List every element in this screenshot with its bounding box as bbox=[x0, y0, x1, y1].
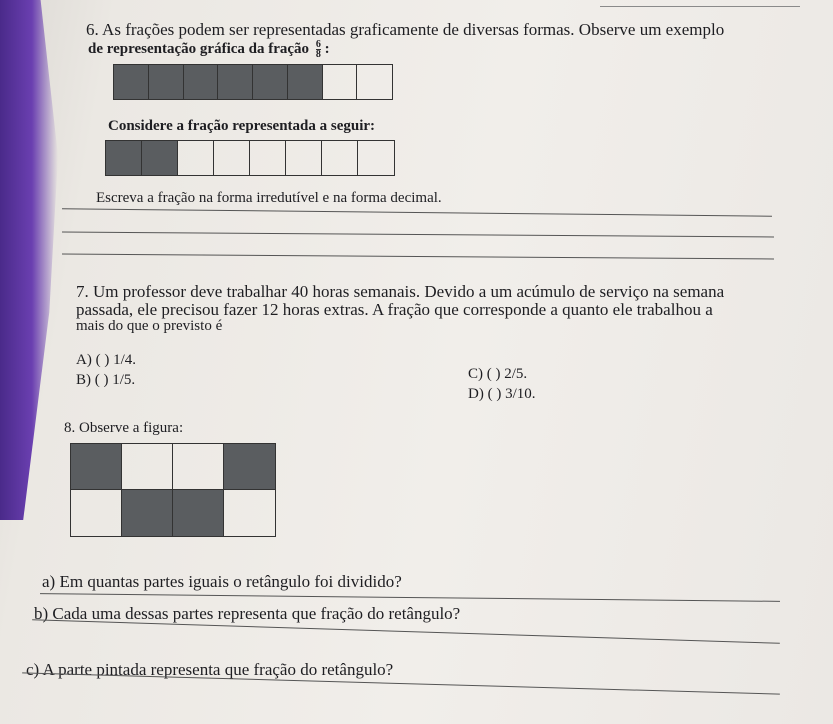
grid-cell-shaded bbox=[149, 65, 184, 99]
grid-cell-shaded bbox=[218, 65, 253, 99]
grid-cell bbox=[286, 141, 322, 175]
q6-write-instruction: Escreva a fração na forma irredutível e na forma decimal. bbox=[96, 190, 442, 206]
grid-cell-shaded bbox=[253, 65, 288, 99]
q7-option-b[interactable]: B) ( ) 1/5. bbox=[76, 372, 136, 388]
q6-fraction-denominator: 8 bbox=[315, 49, 321, 60]
grid-cell bbox=[358, 141, 394, 175]
q6-line2 bbox=[88, 40, 330, 59]
q8-title: 8. Observe a figura: bbox=[64, 420, 184, 436]
q8-figure bbox=[70, 443, 276, 537]
q7-line1: 7. Um professor deve trabalhar 40 horas semanais. Devido a um acúmulo de serviço na semana bbox=[76, 282, 725, 301]
q6-colon: : bbox=[324, 40, 330, 57]
q7-option-c[interactable]: C) ( ) 2/5. bbox=[468, 366, 528, 382]
grid-cell-shaded bbox=[184, 65, 219, 99]
grid-cell bbox=[323, 65, 358, 99]
grid-cell-shaded bbox=[106, 141, 142, 175]
example-fraction-grid bbox=[113, 64, 393, 100]
grid-cell bbox=[357, 65, 392, 99]
q7-option-a[interactable]: A) ( ) 1/4. bbox=[76, 352, 136, 368]
q6-fraction-numerator: 6 bbox=[315, 39, 321, 50]
grid-cell bbox=[214, 141, 250, 175]
consider-fraction-grid bbox=[105, 140, 395, 176]
grid-cell-shaded bbox=[114, 65, 149, 99]
figure-cell bbox=[224, 490, 275, 536]
figure-cell-shaded bbox=[173, 490, 224, 536]
figure-cell-shaded bbox=[71, 444, 122, 490]
figure-cell bbox=[122, 444, 173, 490]
figure-cell-shaded bbox=[122, 490, 173, 536]
figure-cell bbox=[71, 490, 122, 536]
grid-cell-shaded bbox=[142, 141, 178, 175]
top-rule bbox=[600, 6, 800, 7]
q8-question-b: b) Cada uma dessas partes representa que fração do retângulo? bbox=[34, 604, 461, 623]
q7-option-d[interactable]: D) ( ) 3/10. bbox=[468, 386, 536, 402]
q8-question-c: c) A parte pintada representa que fração do retângulo? bbox=[26, 660, 394, 679]
q7-line2: passada, ele precisou fazer 12 horas extras. A fração que corresponde a quanto ele trabalhou a bbox=[76, 300, 713, 319]
q6-line2-text: de representação gráfica da fração bbox=[88, 40, 310, 57]
q6-fraction bbox=[316, 40, 321, 59]
q6-line1: 6. As frações podem ser representadas graficamente de diversas formas. Observe um exemplo bbox=[86, 20, 725, 39]
q7-line3: mais do que o previsto é bbox=[76, 318, 223, 334]
q6-consider: Considere a fração representada a seguir: bbox=[108, 118, 376, 134]
grid-cell-shaded bbox=[288, 65, 323, 99]
figure-cell bbox=[173, 444, 224, 490]
grid-cell bbox=[250, 141, 286, 175]
grid-cell bbox=[178, 141, 214, 175]
q8-question-a: a) Em quantas partes iguais o retângulo foi dividido? bbox=[42, 572, 402, 591]
grid-cell bbox=[322, 141, 358, 175]
figure-cell-shaded bbox=[224, 444, 275, 490]
